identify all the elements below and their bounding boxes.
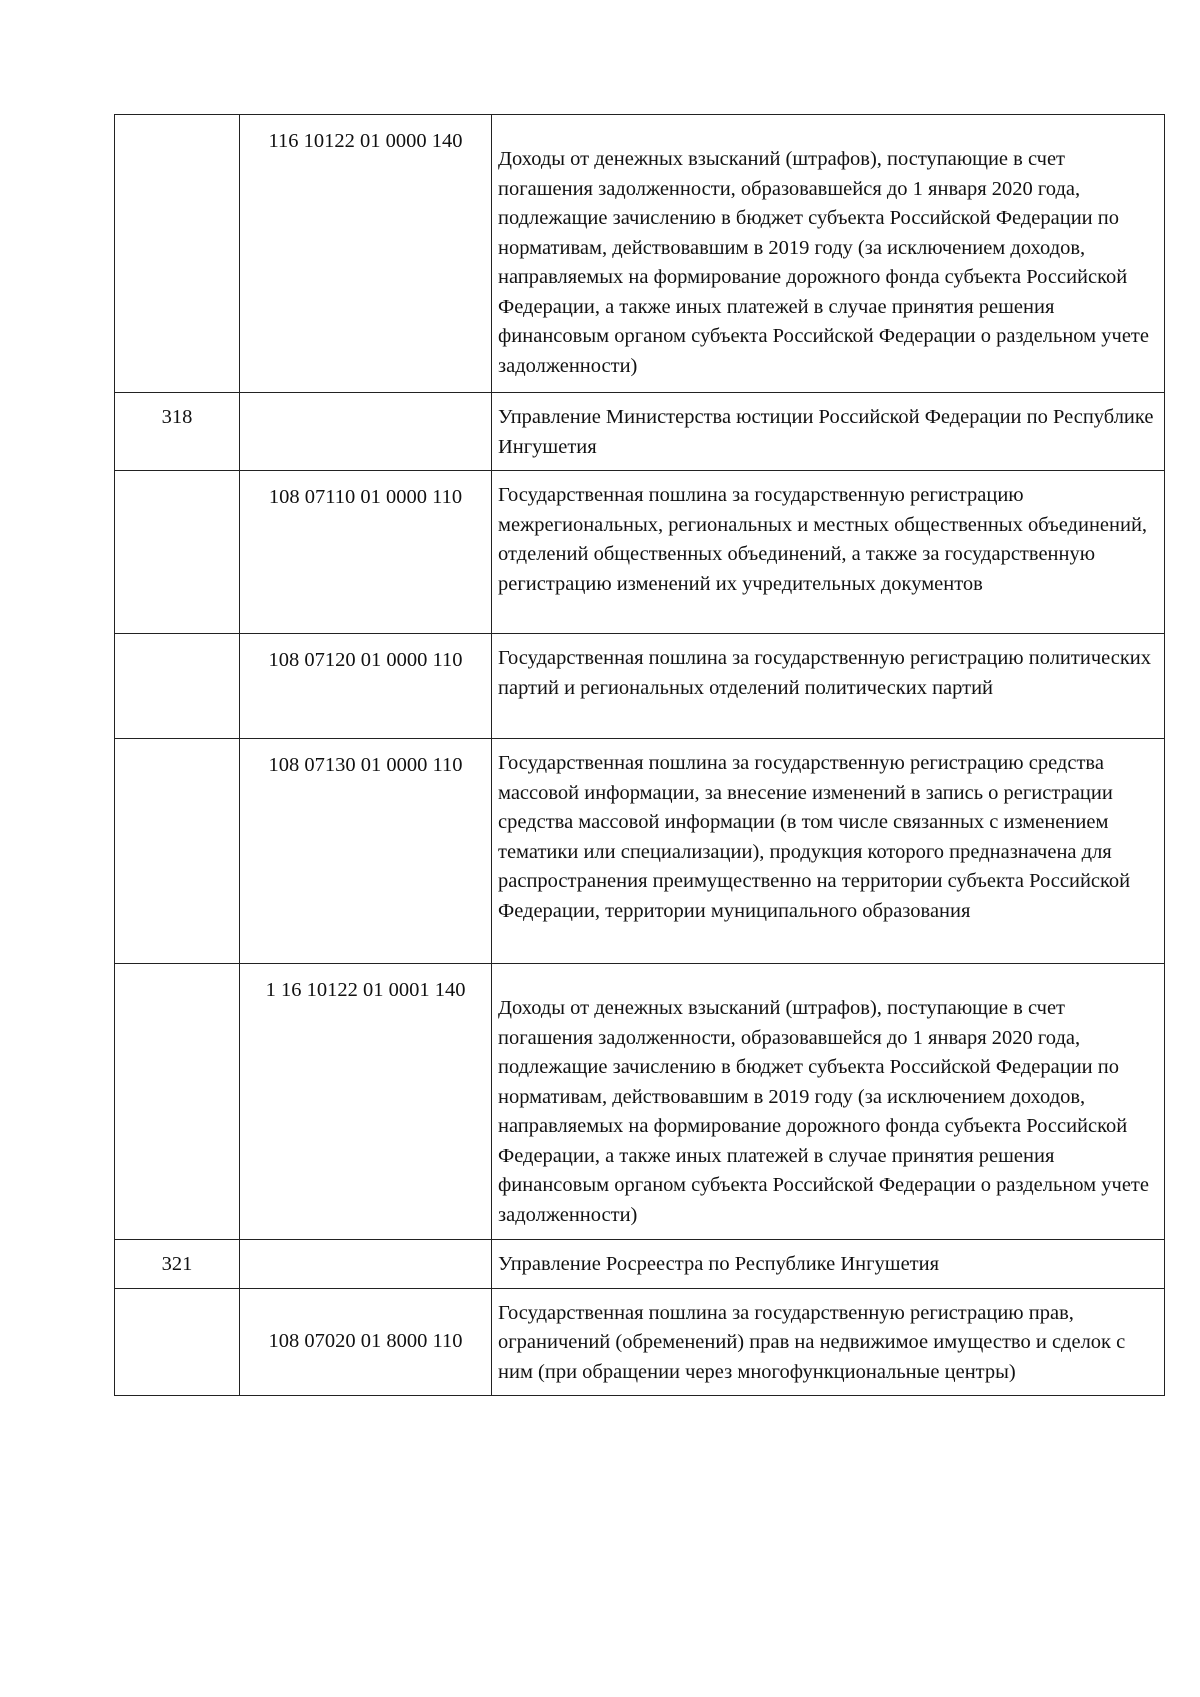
kbk-code-cell: 1 16 10122 01 0001 140 <box>240 964 492 1240</box>
table-row <box>115 1240 1165 1289</box>
kbk-code-cell: 108 07020 01 8000 110 <box>240 1288 492 1396</box>
revenue-codes-table <box>114 114 1165 1396</box>
admin-code-cell: 318 <box>115 393 240 471</box>
table-row <box>115 634 1165 739</box>
description-cell: Государственная пошлина за государственную регистрацию политических партий и региональных отделений политических партий <box>492 634 1165 739</box>
table-row <box>115 115 1165 393</box>
admin-code-cell <box>115 115 240 393</box>
kbk-code-cell: 116 10122 01 0000 140 <box>240 115 492 393</box>
table-row <box>115 1288 1165 1396</box>
table-row <box>115 393 1165 471</box>
admin-code-cell <box>115 471 240 634</box>
description-cell: Управление Министерства юстиции Российской Федерации по Республике Ингушетия <box>492 393 1165 471</box>
kbk-code-cell <box>240 393 492 471</box>
description-cell: Доходы от денежных взысканий (штрафов), поступающие в счет погашения задолженности, образовавшейся до 1 января 2020 года, подлежащие зачислению в бюджет субъекта Российской Федерации по нормативам, действовавшим в 2019 году (за исключением доходов, направляемых на формирование дорожного фонда субъекта Российской Федерации, а также иных платежей в случае принятия решения финансовым органом субъекта Российской Федерации о раздельном учете задолженности) <box>492 115 1165 393</box>
table-row <box>115 739 1165 964</box>
table-row <box>115 964 1165 1240</box>
kbk-code-cell: 108 07110 01 0000 110 <box>240 471 492 634</box>
admin-code-cell: 321 <box>115 1240 240 1289</box>
description-cell: Доходы от денежных взысканий (штрафов), поступающие в счет погашения задолженности, образовавшейся до 1 января 2020 года, подлежащие зачислению в бюджет субъекта Российской Федерации по нормативам, действовавшим в 2019 году (за исключением доходов, направляемых на формирование дорожного фонда субъекта Российской Федерации, а также иных платежей в случае принятия решения финансовым органом субъекта Российской Федерации о раздельном учете задолженности) <box>492 964 1165 1240</box>
admin-code-cell <box>115 739 240 964</box>
admin-code-cell <box>115 1288 240 1396</box>
kbk-code-cell <box>240 1240 492 1289</box>
description-cell: Государственная пошлина за государственную регистрацию прав, ограничений (обременений) прав на недвижимое имущество и сделок с ним (при обращении через многофункциональные центры) <box>492 1288 1165 1396</box>
admin-code-cell <box>115 964 240 1240</box>
table-row <box>115 471 1165 634</box>
admin-code-cell <box>115 634 240 739</box>
kbk-code-cell: 108 07130 01 0000 110 <box>240 739 492 964</box>
description-cell: Управление Росреестра по Республике Ингушетия <box>492 1240 1165 1289</box>
description-cell: Государственная пошлина за государственную регистрацию межрегиональных, региональных и местных общественных объединений, отделений общественных объединений, а также за государственную регистрацию изменений их учредительных документов <box>492 471 1165 634</box>
kbk-code-cell: 108 07120 01 0000 110 <box>240 634 492 739</box>
description-cell: Государственная пошлина за государственную регистрацию средства массовой информации, за внесение изменений в запись о регистрации средства массовой информации (в том числе связанных с изменением тематики или специализации), продукция которого предназначена для распространения преимущественно на территории субъекта Российской Федерации, территории муниципального образования <box>492 739 1165 964</box>
